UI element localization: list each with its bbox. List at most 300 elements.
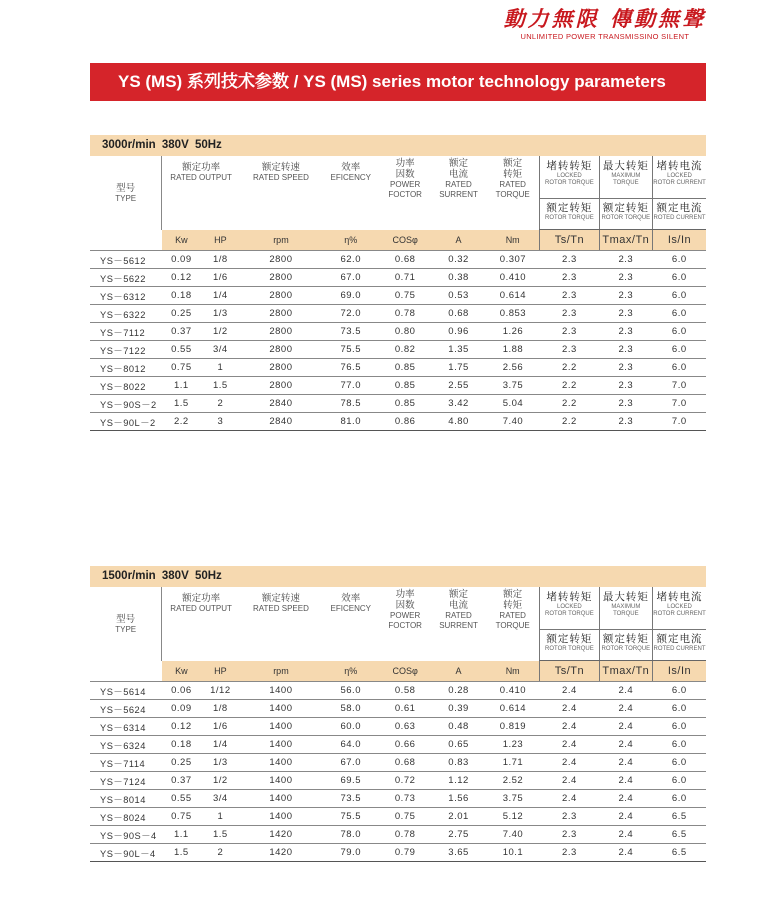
value-cell: 0.78 [379, 305, 430, 323]
model-cell: YS－90S－4 [90, 826, 162, 844]
value-cell: 0.71 [379, 269, 430, 287]
model-cell: YS－7122 [90, 341, 162, 359]
value-cell: 1400 [240, 682, 322, 700]
value-cell: 72.0 [322, 305, 379, 323]
value-cell: 2.4 [540, 790, 600, 808]
value-cell: 0.32 [431, 251, 486, 269]
value-cell: 1400 [240, 754, 322, 772]
value-cell: 7.0 [653, 395, 706, 413]
value-cell: 0.55 [162, 790, 201, 808]
value-cell: 0.85 [379, 395, 430, 413]
table-row [90, 269, 706, 287]
value-cell: 1400 [240, 718, 322, 736]
value-cell: 2.3 [540, 287, 600, 305]
subheader-rated-current: 额定电流 ROTED CURRENT [653, 199, 706, 230]
value-cell: 2.4 [599, 790, 652, 808]
value-cell: 2.3 [540, 808, 600, 826]
value-cell: 0.25 [162, 754, 201, 772]
value-cell: 2.3 [599, 305, 652, 323]
value-cell: 73.5 [322, 323, 379, 341]
spec-table-3000rpm [90, 135, 706, 431]
value-cell: 6.0 [653, 323, 706, 341]
value-cell: 69.5 [322, 772, 379, 790]
value-cell: 7.0 [653, 377, 706, 395]
header-rated-output: 额定功率 RATED OUTPUT [162, 587, 240, 661]
value-cell: 7.40 [486, 413, 539, 431]
value-cell: 2.3 [540, 844, 600, 862]
value-cell: 2.4 [540, 718, 600, 736]
value-cell: 0.73 [379, 790, 430, 808]
value-cell: 6.0 [653, 682, 706, 700]
value-cell: 0.37 [162, 772, 201, 790]
unit-cell: Ts/Tn [540, 230, 600, 251]
value-cell: 2 [201, 844, 240, 862]
value-cell: 2.2 [162, 413, 201, 431]
header-rated-torque: 额定 转矩 RATED TORQUE [495, 589, 530, 630]
value-cell: 0.75 [379, 287, 430, 305]
table-row [90, 413, 706, 431]
unit-cell: Is/In [653, 230, 706, 251]
model-cell: YS－7114 [90, 754, 162, 772]
model-cell: YS－8022 [90, 377, 162, 395]
header-model: 型号 TYPE [115, 613, 137, 634]
value-cell: 2.4 [540, 754, 600, 772]
header-rated-torque: 额定 转矩 RATED TORQUE [495, 158, 530, 199]
value-cell: 0.09 [162, 700, 201, 718]
value-cell: 2840 [240, 413, 322, 431]
value-cell: 2.4 [599, 682, 652, 700]
value-cell: 2800 [240, 287, 322, 305]
header-locked-rotor-current: 堵转电流 LOCKED ROTOR CURRENT [653, 156, 706, 199]
table-row [90, 251, 706, 269]
unit-cell: η% [322, 661, 379, 682]
value-cell: 2.4 [599, 754, 652, 772]
value-cell: 6.0 [653, 718, 706, 736]
section-header: 1500r/min 380V 50Hz [90, 566, 706, 587]
value-cell: 67.0 [322, 269, 379, 287]
value-cell: 2840 [240, 395, 322, 413]
value-cell: 69.0 [322, 287, 379, 305]
value-cell: 0.39 [431, 700, 486, 718]
value-cell: 2.3 [599, 341, 652, 359]
header-model: 型号 TYPE [115, 182, 137, 203]
value-cell: 1.5 [162, 844, 201, 862]
value-cell: 2.4 [599, 826, 652, 844]
value-cell: 56.0 [322, 682, 379, 700]
value-cell: 2800 [240, 359, 322, 377]
value-cell: 0.79 [379, 844, 430, 862]
value-cell: 1/2 [201, 323, 240, 341]
spec-table [90, 156, 706, 431]
table-row [90, 718, 706, 736]
value-cell: 0.28 [431, 682, 486, 700]
value-cell: 79.0 [322, 844, 379, 862]
unit-cell: A [431, 230, 486, 251]
model-cell: YS－7112 [90, 323, 162, 341]
value-cell: 73.5 [322, 790, 379, 808]
value-cell: 2.2 [540, 359, 600, 377]
value-cell: 1/4 [201, 287, 240, 305]
spec-table [90, 587, 706, 862]
unit-cell: COSφ [379, 661, 430, 682]
value-cell: 1400 [240, 790, 322, 808]
value-cell: 1.26 [486, 323, 539, 341]
value-cell: 2.01 [431, 808, 486, 826]
model-cell: YS－8024 [90, 808, 162, 826]
value-cell: 2.4 [599, 808, 652, 826]
value-cell: 77.0 [322, 377, 379, 395]
value-cell: 3.75 [486, 790, 539, 808]
header-rated-current: 额定 电流 RATED SURRENT [439, 158, 478, 199]
model-cell: YS－8012 [90, 359, 162, 377]
value-cell: 2.2 [540, 413, 600, 431]
value-cell: 1.5 [162, 395, 201, 413]
subheader-rated-current: 额定电流 ROTED CURRENT [653, 630, 706, 661]
subheader-rated-torque-1: 额定转矩 ROTOR TORQUE [540, 199, 600, 230]
header-rated-speed: 额定转速 RATED SPEED [253, 162, 309, 182]
value-cell: 0.53 [431, 287, 486, 305]
value-cell: 5.04 [486, 395, 539, 413]
table-row [90, 341, 706, 359]
value-cell: 0.614 [486, 287, 539, 305]
value-cell: 1 [201, 359, 240, 377]
value-cell: 0.819 [486, 718, 539, 736]
value-cell: 2.3 [599, 287, 652, 305]
model-cell: YS－90L－2 [90, 413, 162, 431]
value-cell: 5.12 [486, 808, 539, 826]
table-row [90, 844, 706, 862]
value-cell: 2.3 [540, 826, 600, 844]
value-cell: 0.25 [162, 305, 201, 323]
value-cell: 1.5 [201, 377, 240, 395]
value-cell: 81.0 [322, 413, 379, 431]
header-rated-current: 额定 电流 RATED SURRENT [439, 589, 478, 630]
unit-cell: HP [201, 661, 240, 682]
value-cell: 1/3 [201, 754, 240, 772]
value-cell: 2.3 [599, 251, 652, 269]
value-cell: 10.1 [486, 844, 539, 862]
table-row [90, 377, 706, 395]
header-locked-rotor-torque: 堵转转矩 LOCKED ROTOR TORQUE [540, 156, 600, 199]
unit-cell: Nm [486, 230, 539, 251]
value-cell: 0.06 [162, 682, 201, 700]
model-cell: YS－7124 [90, 772, 162, 790]
value-cell: 0.38 [431, 269, 486, 287]
table-row [90, 305, 706, 323]
value-cell: 3/4 [201, 790, 240, 808]
header-locked-rotor-torque: 堵转转矩 LOCKED ROTOR TORQUE [540, 587, 600, 630]
value-cell: 2.4 [540, 736, 600, 754]
value-cell: 1/2 [201, 772, 240, 790]
value-cell: 2.3 [540, 269, 600, 287]
value-cell: 1.88 [486, 341, 539, 359]
value-cell: 0.58 [379, 682, 430, 700]
value-cell: 2.4 [599, 844, 652, 862]
table-row [90, 682, 706, 700]
value-cell: 0.410 [486, 682, 539, 700]
brand-slogan-en: UNLIMITED POWER TRANSMISSINO SILENT [520, 32, 690, 41]
value-cell: 64.0 [322, 736, 379, 754]
value-cell: 6.0 [653, 305, 706, 323]
value-cell: 0.75 [162, 359, 201, 377]
table-row [90, 790, 706, 808]
table-row [90, 700, 706, 718]
value-cell: 2.4 [540, 772, 600, 790]
value-cell: 0.86 [379, 413, 430, 431]
value-cell: 3.75 [486, 377, 539, 395]
table-row [90, 754, 706, 772]
section-header: 3000r/min 380V 50Hz [90, 135, 706, 156]
value-cell: 0.83 [431, 754, 486, 772]
model-cell: YS－8014 [90, 790, 162, 808]
unit-cell: η% [322, 230, 379, 251]
table-row [90, 359, 706, 377]
value-cell: 2.75 [431, 826, 486, 844]
value-cell: 0.18 [162, 736, 201, 754]
table-row [90, 736, 706, 754]
value-cell: 0.68 [379, 754, 430, 772]
value-cell: 1400 [240, 736, 322, 754]
header-maximum-torque: 最大转矩 MAXIMUM TORQUE [599, 156, 652, 199]
value-cell: 1.56 [431, 790, 486, 808]
value-cell: 1400 [240, 808, 322, 826]
value-cell: 6.0 [653, 269, 706, 287]
model-cell: YS－90S－2 [90, 395, 162, 413]
model-cell: YS－5624 [90, 700, 162, 718]
value-cell: 1/3 [201, 305, 240, 323]
table-row [90, 395, 706, 413]
value-cell: 1/8 [201, 251, 240, 269]
value-cell: 1 [201, 808, 240, 826]
unit-cell: Kw [162, 230, 201, 251]
page-title-banner: YS (MS) 系列技术参数 / YS (MS) series motor technology parameters [90, 63, 706, 101]
units-blank [90, 230, 162, 251]
value-cell: 7.40 [486, 826, 539, 844]
value-cell: 0.80 [379, 323, 430, 341]
unit-cell: HP [201, 230, 240, 251]
value-cell: 1.5 [201, 826, 240, 844]
value-cell: 2.4 [540, 682, 600, 700]
subheader-rated-torque-2: 额定转矩 ROTOR TORQUE [599, 630, 652, 661]
value-cell: 0.18 [162, 287, 201, 305]
header-power-factor: 功率 因数 POWER FOCTOR [388, 589, 422, 630]
unit-cell: Nm [486, 661, 539, 682]
value-cell: 2.55 [431, 377, 486, 395]
value-cell: 0.85 [379, 359, 430, 377]
value-cell: 0.12 [162, 718, 201, 736]
header-efficiency: 效率 EFICENCY [330, 162, 371, 182]
value-cell: 0.37 [162, 323, 201, 341]
header-power-factor: 功率 因数 POWER FOCTOR [388, 158, 422, 199]
value-cell: 2.4 [599, 718, 652, 736]
table-row [90, 826, 706, 844]
table-header-row [90, 587, 706, 630]
unit-cell: Kw [162, 661, 201, 682]
value-cell: 0.48 [431, 718, 486, 736]
value-cell: 2 [201, 395, 240, 413]
value-cell: 1/8 [201, 700, 240, 718]
value-cell: 0.68 [431, 305, 486, 323]
value-cell: 3/4 [201, 341, 240, 359]
unit-cell: Is/In [653, 661, 706, 682]
value-cell: 2.4 [599, 772, 652, 790]
value-cell: 1.71 [486, 754, 539, 772]
unit-cell: rpm [240, 661, 322, 682]
header-rated-output: 额定功率 RATED OUTPUT [162, 156, 240, 230]
value-cell: 2.2 [540, 377, 600, 395]
value-cell: 6.5 [653, 844, 706, 862]
value-cell: 1400 [240, 772, 322, 790]
brand-logo [504, 6, 706, 42]
value-cell: 2800 [240, 341, 322, 359]
value-cell: 0.75 [162, 808, 201, 826]
value-cell: 2.3 [540, 305, 600, 323]
value-cell: 78.5 [322, 395, 379, 413]
value-cell: 0.614 [486, 700, 539, 718]
value-cell: 2800 [240, 305, 322, 323]
value-cell: 1.12 [431, 772, 486, 790]
value-cell: 2.3 [540, 323, 600, 341]
units-row [90, 230, 706, 251]
value-cell: 6.0 [653, 754, 706, 772]
table-header-row [90, 156, 706, 199]
value-cell: 58.0 [322, 700, 379, 718]
model-cell: YS－6324 [90, 736, 162, 754]
value-cell: 2.4 [599, 700, 652, 718]
value-cell: 6.0 [653, 251, 706, 269]
value-cell: 67.0 [322, 754, 379, 772]
value-cell: 0.61 [379, 700, 430, 718]
value-cell: 2800 [240, 269, 322, 287]
value-cell: 0.63 [379, 718, 430, 736]
value-cell: 0.66 [379, 736, 430, 754]
unit-cell: Tmax/Tn [599, 230, 652, 251]
value-cell: 0.85 [379, 377, 430, 395]
value-cell: 1.1 [162, 826, 201, 844]
header-maximum-torque: 最大转矩 MAXIMUM TORQUE [599, 587, 652, 630]
value-cell: 3 [201, 413, 240, 431]
subheader-rated-torque-1: 额定转矩 ROTOR TORQUE [540, 630, 600, 661]
unit-cell: Tmax/Tn [599, 661, 652, 682]
model-cell: YS－5614 [90, 682, 162, 700]
table-row [90, 323, 706, 341]
value-cell: 2.3 [599, 323, 652, 341]
value-cell: 2.3 [599, 269, 652, 287]
value-cell: 2.2 [540, 395, 600, 413]
value-cell: 2.3 [599, 359, 652, 377]
value-cell: 1.75 [431, 359, 486, 377]
header-efficiency: 效率 EFICENCY [330, 593, 371, 613]
value-cell: 76.5 [322, 359, 379, 377]
subheader-rated-torque-2: 额定转矩 ROTOR TORQUE [599, 199, 652, 230]
header-rated-speed: 额定转速 RATED SPEED [253, 593, 309, 613]
value-cell: 6.0 [653, 287, 706, 305]
spec-table-1500rpm [90, 566, 706, 862]
value-cell: 0.72 [379, 772, 430, 790]
value-cell: 6.5 [653, 808, 706, 826]
model-cell: YS－5622 [90, 269, 162, 287]
value-cell: 2.3 [599, 395, 652, 413]
value-cell: 75.5 [322, 808, 379, 826]
brand-slogan-cn: 動力無限 傳動無聲 [503, 6, 706, 31]
value-cell: 1.23 [486, 736, 539, 754]
value-cell: 1/4 [201, 736, 240, 754]
value-cell: 0.82 [379, 341, 430, 359]
model-cell: YS－6322 [90, 305, 162, 323]
value-cell: 1400 [240, 700, 322, 718]
value-cell: 6.5 [653, 826, 706, 844]
value-cell: 0.12 [162, 269, 201, 287]
value-cell: 6.0 [653, 341, 706, 359]
value-cell: 1420 [240, 826, 322, 844]
value-cell: 1/12 [201, 682, 240, 700]
value-cell: 2.3 [599, 377, 652, 395]
value-cell: 4.80 [431, 413, 486, 431]
value-cell: 0.65 [431, 736, 486, 754]
value-cell: 6.0 [653, 790, 706, 808]
value-cell: 2.3 [599, 413, 652, 431]
table-row [90, 772, 706, 790]
value-cell: 0.68 [379, 251, 430, 269]
unit-cell: A [431, 661, 486, 682]
value-cell: 75.5 [322, 341, 379, 359]
value-cell: 2.3 [540, 341, 600, 359]
table-row [90, 808, 706, 826]
model-cell: YS－6312 [90, 287, 162, 305]
value-cell: 1/6 [201, 718, 240, 736]
value-cell: 78.0 [322, 826, 379, 844]
value-cell: 2.56 [486, 359, 539, 377]
value-cell: 7.0 [653, 413, 706, 431]
value-cell: 0.55 [162, 341, 201, 359]
value-cell: 2.4 [540, 700, 600, 718]
value-cell: 6.0 [653, 700, 706, 718]
value-cell: 62.0 [322, 251, 379, 269]
value-cell: 6.0 [653, 736, 706, 754]
unit-cell: COSφ [379, 230, 430, 251]
value-cell: 0.96 [431, 323, 486, 341]
model-cell: YS－90L－4 [90, 844, 162, 862]
unit-cell: Ts/Tn [540, 661, 600, 682]
value-cell: 2800 [240, 377, 322, 395]
value-cell: 2.4 [599, 736, 652, 754]
units-row [90, 661, 706, 682]
value-cell: 2.52 [486, 772, 539, 790]
value-cell: 0.75 [379, 808, 430, 826]
value-cell: 2.3 [540, 251, 600, 269]
value-cell: 0.410 [486, 269, 539, 287]
value-cell: 1/6 [201, 269, 240, 287]
value-cell: 6.0 [653, 772, 706, 790]
value-cell: 0.09 [162, 251, 201, 269]
units-blank [90, 661, 162, 682]
value-cell: 3.65 [431, 844, 486, 862]
value-cell: 0.307 [486, 251, 539, 269]
header-locked-rotor-current: 堵转电流 LOCKED ROTOR CURRENT [653, 587, 706, 630]
value-cell: 2800 [240, 323, 322, 341]
value-cell: 2800 [240, 251, 322, 269]
value-cell: 0.78 [379, 826, 430, 844]
table-row [90, 287, 706, 305]
value-cell: 3.42 [431, 395, 486, 413]
model-cell: YS－6314 [90, 718, 162, 736]
value-cell: 1420 [240, 844, 322, 862]
value-cell: 0.853 [486, 305, 539, 323]
value-cell: 60.0 [322, 718, 379, 736]
value-cell: 6.0 [653, 359, 706, 377]
value-cell: 1.35 [431, 341, 486, 359]
unit-cell: rpm [240, 230, 322, 251]
